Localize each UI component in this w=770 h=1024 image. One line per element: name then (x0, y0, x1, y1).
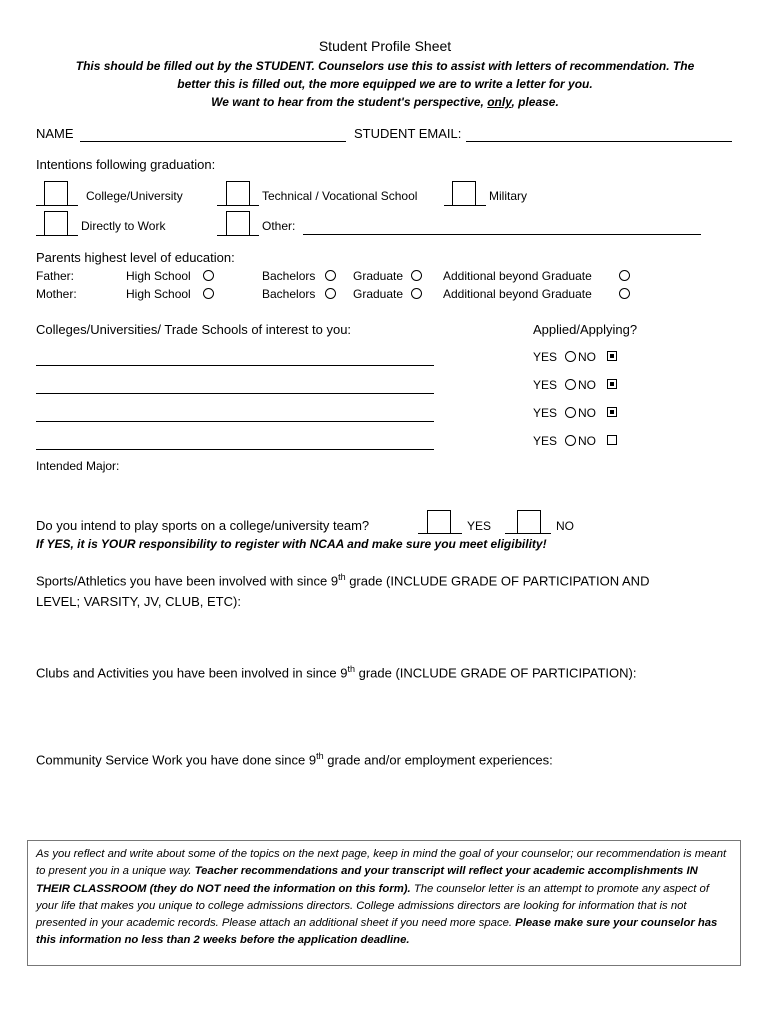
email-label: STUDENT EMAIL: (354, 126, 462, 141)
note-p2: The counselor letter is an attempt to promote any aspect of your life that makes you unique to college admissions directors. College admissions directors are looking for information that is not presented in your academic records. Please attach an additional sheet if you need more space. (36, 882, 709, 930)
applied-yes-radio[interactable] (565, 435, 576, 446)
father-bachelors-radio[interactable] (325, 270, 336, 281)
counselor-note-box (27, 840, 741, 966)
father-graduate-radio[interactable] (411, 270, 422, 281)
name-field[interactable] (80, 141, 346, 142)
email-field[interactable] (466, 141, 732, 142)
other-field[interactable] (303, 234, 701, 235)
intro-line-3-underlined: only (487, 95, 512, 109)
college-line-3[interactable] (36, 421, 434, 422)
clubs-heading (36, 664, 636, 680)
mother-additional-radio[interactable] (619, 288, 630, 299)
father-additional-label: Additional beyond Graduate (443, 269, 592, 283)
note-b1: Teacher recommendations and your transcript will reflect your academic accomplishments IN THEIR CLASSROOM (they do NOT need the information on this form). (36, 865, 698, 895)
applied-yes-radio[interactable] (565, 379, 576, 390)
note-p1: As you reflect and write about some of the topics on the next page, keep in mind the goal of your counselor; our recommendation is meant to present you in a unique way. (36, 848, 727, 878)
mother-highschool-radio[interactable] (203, 288, 214, 299)
applied-no-checkbox[interactable] (607, 379, 617, 389)
service-sup: th (316, 751, 324, 761)
label-work: Directly to Work (81, 219, 166, 233)
applied-yes-radio[interactable] (565, 351, 576, 362)
athletics-post: grade (INCLUDE GRADE OF PARTICIPATION AND (345, 573, 650, 589)
note-b2: Please make sure your counselor has this information no less than 2 weeks before the application deadline. (36, 917, 718, 947)
college-line-2[interactable] (36, 393, 434, 394)
athletics-heading-line-2: LEVEL; VARSITY, JV, CLUB, ETC): (36, 594, 241, 609)
checkbox-technical[interactable] (226, 181, 250, 206)
sports-yes-label: YES (467, 519, 492, 533)
label-college: College/University (86, 189, 183, 203)
applied-yes-label: YES (533, 406, 558, 420)
applied-yes-label: YES (533, 350, 558, 364)
label-military: Military (489, 189, 527, 203)
label-technical: Technical / Vocational School (262, 189, 418, 203)
applied-yes-label: YES (533, 434, 558, 448)
intentions-heading: Intentions following graduation: (36, 157, 216, 172)
father-additional-radio[interactable] (619, 270, 630, 281)
mother-highschool-label: High School (126, 287, 191, 301)
applied-heading: Applied/Applying? (533, 322, 638, 337)
applied-no-label: NO (578, 350, 596, 364)
athletics-pre: Sports/Athletics you have been involved with since 9 (36, 573, 339, 589)
service-heading (36, 751, 553, 767)
intended-major-label: Intended Major: (36, 459, 120, 473)
father-label: Father: (36, 269, 75, 283)
applied-no-checkbox[interactable] (607, 407, 617, 417)
applied-no-label: NO (578, 434, 596, 448)
college-line-1[interactable] (36, 365, 434, 366)
applied-yes-radio[interactable] (565, 407, 576, 418)
service-pre: Community Service Work you have done since 9 (36, 752, 317, 768)
mother-label: Mother: (36, 287, 77, 301)
mother-bachelors-label: Bachelors (262, 287, 316, 301)
colleges-heading: Colleges/Universities/ Trade Schools of interest to you: (36, 322, 352, 337)
applied-no-checkbox[interactable] (607, 351, 617, 361)
applied-no-label: NO (578, 378, 596, 392)
sports-question: Do you intend to play sports on a college/university team? (36, 518, 370, 533)
sports-no-label: NO (556, 519, 574, 533)
mother-bachelors-radio[interactable] (325, 288, 336, 299)
intro-line-1: This should be filled out by the STUDENT. Counselors use this to assist with letters of recommendation. The (75, 59, 695, 73)
name-label: NAME (36, 126, 74, 141)
father-bachelors-label: Bachelors (262, 269, 316, 283)
clubs-post: grade (INCLUDE GRADE OF PARTICIPATION): (354, 665, 637, 681)
mother-graduate-label: Graduate (353, 287, 404, 301)
sports-no-checkbox[interactable] (517, 510, 541, 534)
athletics-heading-line-1 (36, 572, 649, 588)
mother-graduate-radio[interactable] (411, 288, 422, 299)
parents-heading: Parents highest level of education: (36, 250, 235, 265)
athletics-sup: th (338, 572, 346, 582)
college-line-4[interactable] (36, 449, 434, 450)
page-title: Student Profile Sheet (318, 38, 452, 54)
father-graduate-label: Graduate (353, 269, 404, 283)
clubs-pre: Clubs and Activities you have been involved in since 9 (36, 665, 348, 681)
intro-line-3-post: , please. (511, 95, 559, 109)
father-highschool-radio[interactable] (203, 270, 214, 281)
label-other: Other: (262, 219, 296, 233)
checkbox-other[interactable] (226, 211, 250, 236)
sports-yes-checkbox[interactable] (427, 510, 451, 534)
clubs-sup: th (347, 664, 355, 674)
intro-line-3-pre: We want to hear from the student's perspective, (211, 95, 488, 109)
service-post: grade and/or employment experiences: (323, 752, 553, 768)
mother-additional-label: Additional beyond Graduate (443, 287, 592, 301)
intro-line-2: better this is filled out, the more equipped we are to write a letter for you. (177, 77, 593, 91)
ncaa-note: If YES, it is YOUR responsibility to register with NCAA and make sure you meet eligibility! (36, 537, 547, 551)
applied-yes-label: YES (533, 378, 558, 392)
father-highschool-label: High School (126, 269, 191, 283)
intro-line-3 (40, 93, 730, 111)
applied-no-label: NO (578, 406, 596, 420)
checkbox-college[interactable] (44, 181, 68, 206)
checkbox-military[interactable] (452, 181, 476, 206)
checkbox-work[interactable] (44, 211, 68, 236)
applied-no-checkbox[interactable] (607, 435, 617, 445)
